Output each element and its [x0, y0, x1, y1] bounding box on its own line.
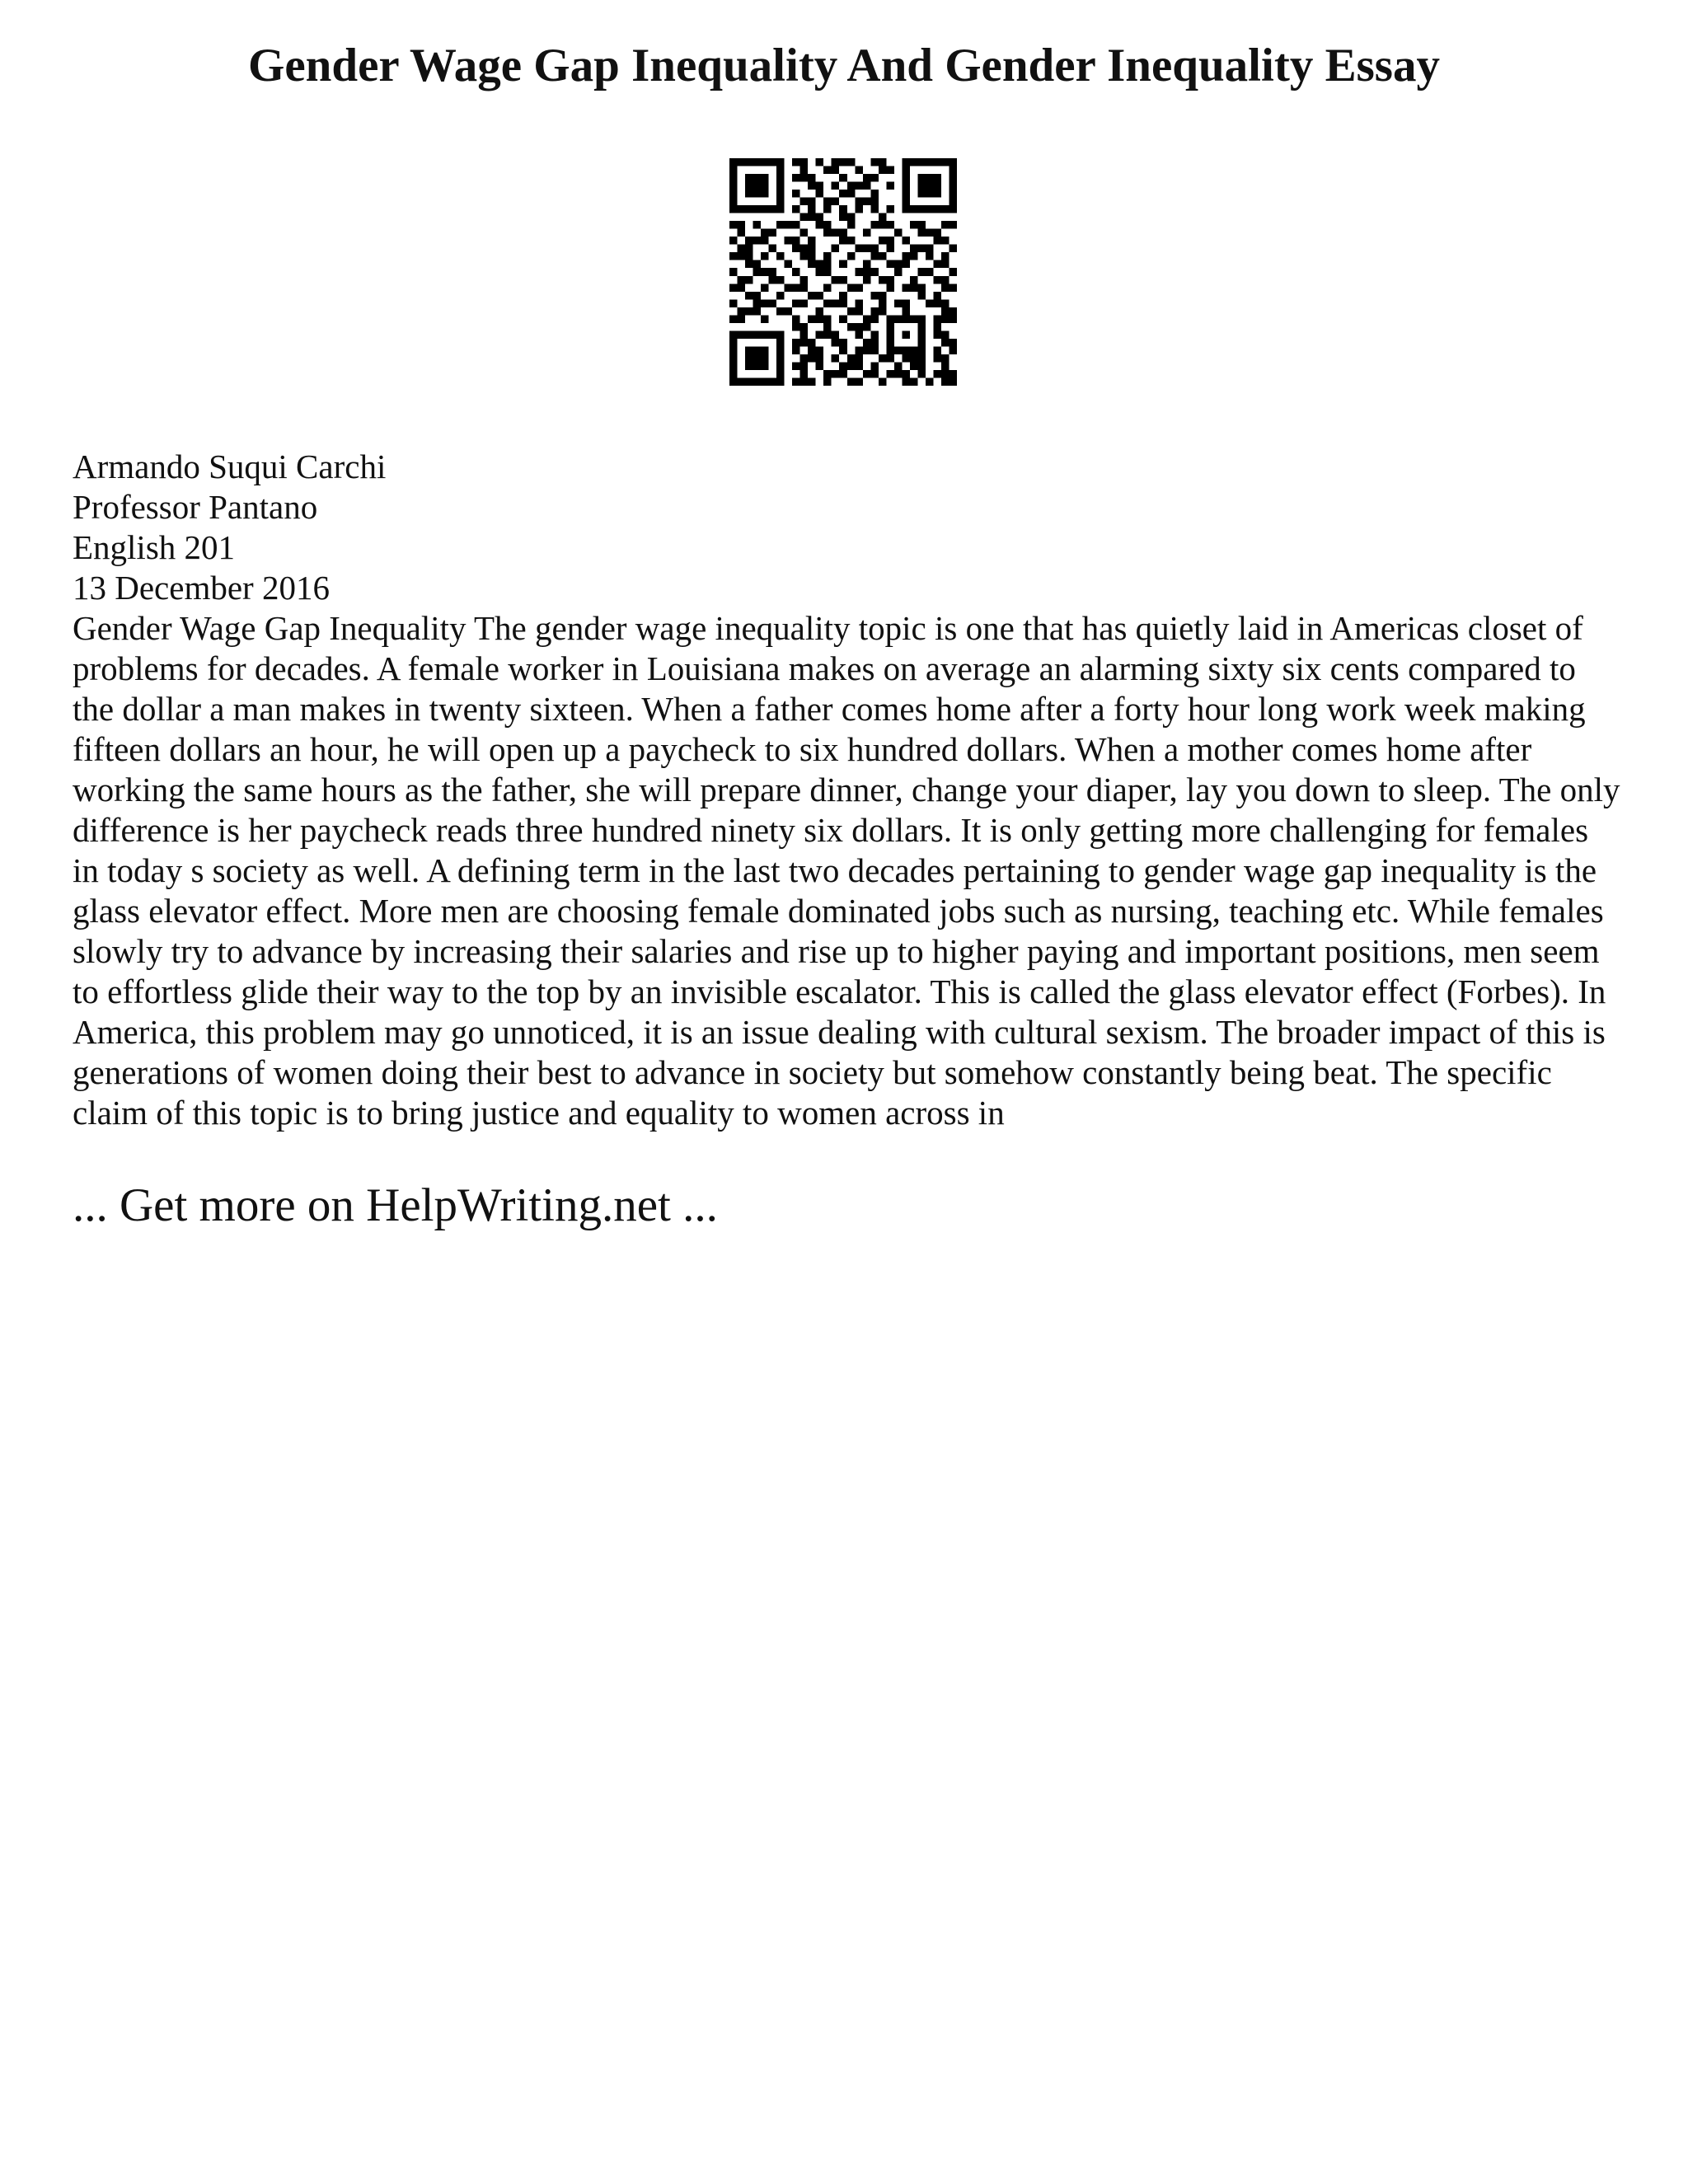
qr-code-graphic [729, 158, 957, 386]
qr-code-icon[interactable] [729, 158, 957, 386]
professor-name: Professor Pantano [73, 488, 318, 526]
essay-content [73, 447, 1622, 1133]
course-name: English 201 [73, 528, 236, 566]
essay-body: Gender Wage Gap Inequality The gender wage inequality topic is one that has quietly laid in Americas closet of problems for decades. A female worker in Louisiana makes on average an alarming sixty six cents compared to the dollar a man makes in twenty sixteen. When a father comes home after a forty hour long work week making fifteen dollars an hour, he will open up a paycheck to six hundred dollars. When a mother comes home after working the same hours as the father, she will prepare dinner, change your diaper, lay you down to sleep. The only difference is her paycheck reads three hundred ninety six dollars. It is only getting more challenging for females in today s society as well. A defining term in the last two decades pertaining to gender wage gap inequality is the glass elevator effect. More men are choosing female dominated jobs such as nursing, teaching etc. While females slowly try to advance by increasing their salaries and rise up to higher paying and important positions, men seem to effortless glide their way to the top by an invisible escalator. This is called the glass elevator effect (Forbes). In America, this problem may go unnoticed, it is an issue dealing with cultural sexism. The broader impact of this is generations of women doing their best to advance in society but somehow constantly being beat. The specific claim of this topic is to bring justice and equality to women across in [73, 609, 1620, 1132]
author-name: Armando Suqui Carchi [73, 448, 387, 485]
get-more-link[interactable]: ... Get more on HelpWriting.net ... [73, 1179, 718, 1231]
page-title: Gender Wage Gap Inequality And Gender Inequality Essay [248, 40, 1440, 91]
essay-date: 13 December 2016 [73, 569, 330, 607]
